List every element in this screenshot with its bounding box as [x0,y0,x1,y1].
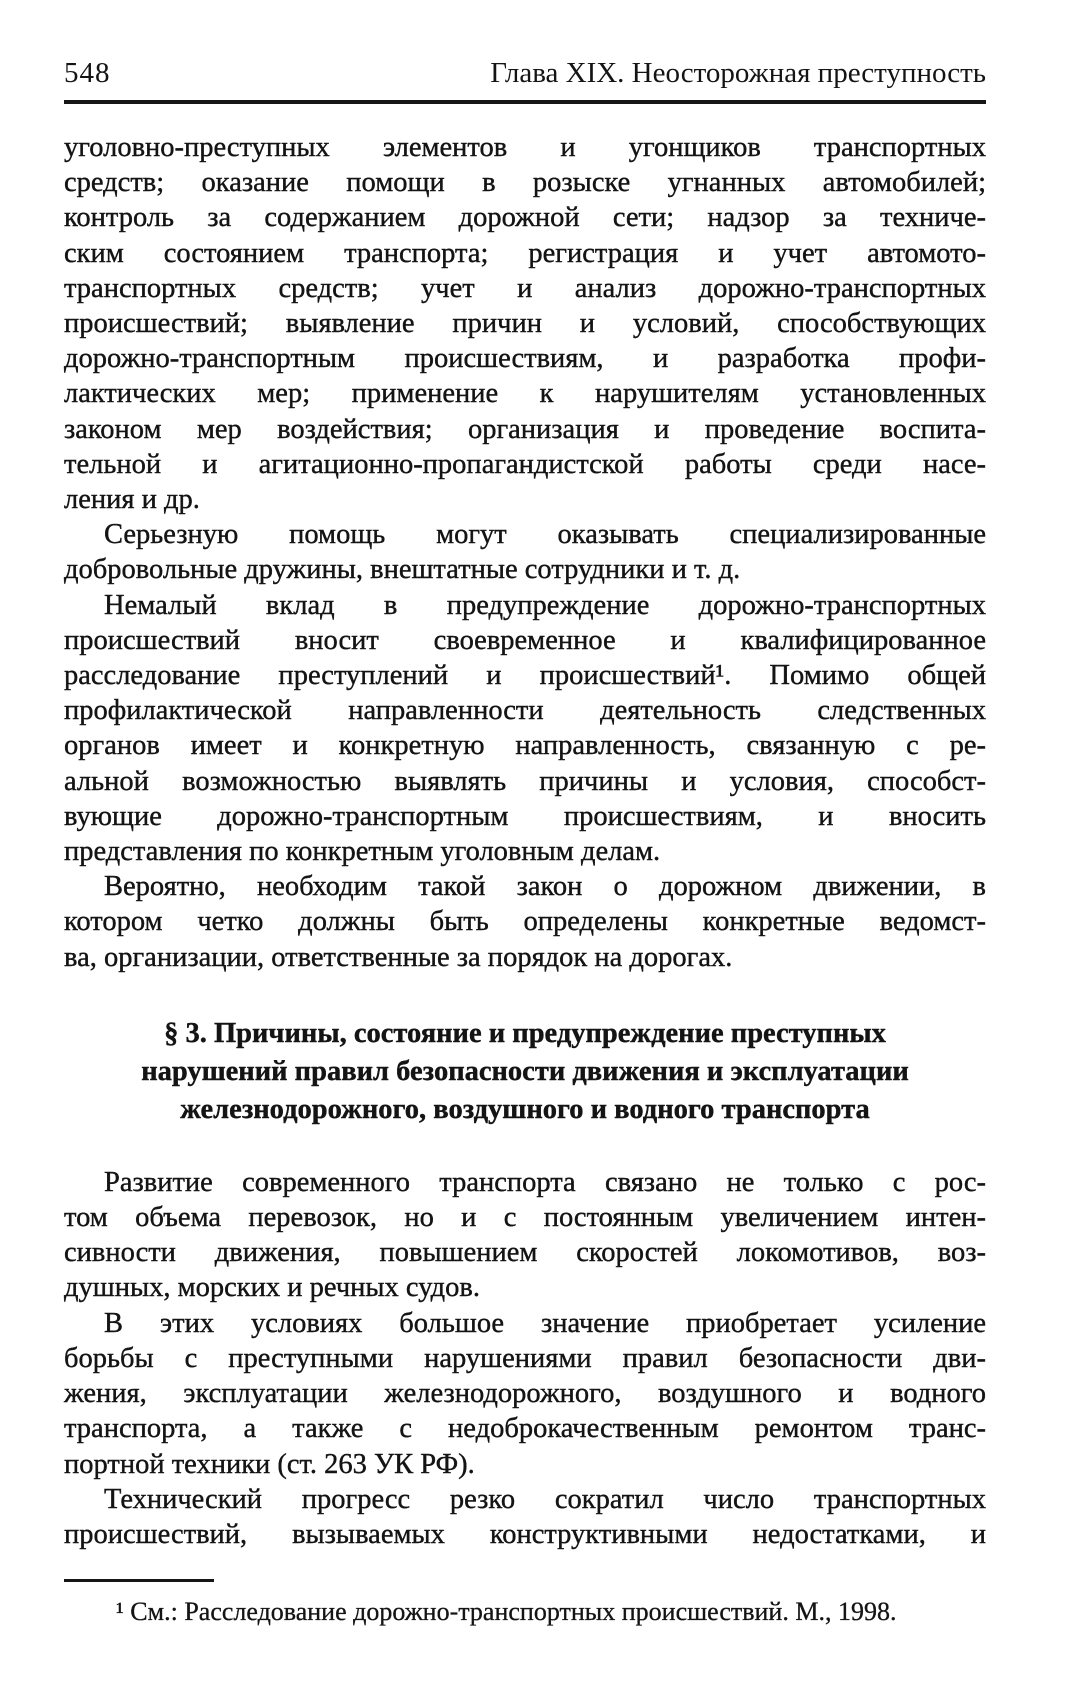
text-line: уголовно-преступных элементов и угонщиков транспортных [64,132,986,163]
text-line: профилактической направленности деятельность следственных [64,695,986,727]
paragraph [64,130,986,517]
text-line: органов имеет и конкретную направленность, связанную с ре- [64,730,986,762]
text-line: ления и др. [64,484,200,516]
text-line: лактических мер; применение к нарушителям установленных [64,378,986,410]
text-line: том объема перевозок, но и с постоянным увеличением интен- [64,1202,986,1234]
footnote-area [64,1579,986,1628]
text-line: котором четко должны быть определены конкретные ведомст- [64,906,986,938]
text-line: контроль за содержанием дорожной сети; надзор за техниче- [64,202,986,234]
paragraph [64,869,986,975]
text-line: происшествий, вызываемых конструктивными недостатками, и [64,1518,986,1550]
text-line: сивности движения, повышением скоростей локомотивов, воз- [64,1237,986,1269]
paragraph [64,1482,986,1552]
text-line: Технический прогресс резко сократил число транспортных [104,1483,986,1515]
text-line: дорожно-транспортным происшествиям, и разработка профи- [64,343,986,375]
heading-line: нарушений правил безопасности движения и эксплуатации [141,1055,909,1087]
text-line: происшествий вносит своевременное и квалифицированное [64,624,986,656]
paragraph [64,588,986,870]
text-line: ва, организации, ответственные за порядок на дорогах. [64,941,733,973]
text-line: расследование преступлений и происшествий¹. Помимо общей [64,660,986,692]
text-line: Серьезную помощь могут оказывать специализированные [104,519,986,551]
text-line: тельной и агитационно-пропагандистской работы среди насе- [64,448,986,480]
running-title: Глава XIX. Неосторожная преступность [490,57,986,89]
paragraph [64,517,986,587]
text-line: средств; оказание помощи в розыске угнанных автомобилей; [64,167,986,199]
heading-line: § 3. Причины, состояние и предупреждение преступных [164,1017,886,1049]
page-number: 548 [64,57,111,89]
text-line: ским состоянием транспорта; регистрация и учет автомото- [64,237,986,269]
paragraph [64,1306,986,1482]
text-line: Вероятно, необходим такой закон о дорожном движении, в [104,871,986,903]
heading-line: железнодорожного, воздушного и водного транспорта [180,1093,870,1125]
text-line: законом мер воздействия; организация и проведение воспита- [64,413,986,445]
text-line: вующие дорожно-транспортным происшествиям, и вносить [64,800,986,832]
text-line: Развитие современного транспорта связано не только с рос- [104,1166,986,1198]
text-line: жения, эксплуатации железнодорожного, воздушного и водного [64,1378,986,1410]
text-line: транспорта, а также с недоброкачественным ремонтом транс- [64,1413,986,1445]
footnote-text: ¹ См.: Расследование дорожно-транспортных происшествий. М., 1998. [116,1597,897,1626]
text-line: портной техники (ст. 263 УК РФ). [64,1448,475,1480]
text-line: добровольные дружины, внештатные сотрудники и т. д. [64,554,741,586]
text-line: альной возможностью выявлять причины и условия, способст- [64,765,986,797]
text-line: Немалый вклад в предупреждение дорожно-транспортных [104,589,986,621]
text-line: происшествий; выявление причин и условий, способствующих [64,308,986,340]
text-line: борьбы с преступными нарушениями правил безопасности дви- [64,1342,986,1374]
text-line: В этих условиях большое значение приобретает усиление [104,1307,986,1339]
section-heading [64,1015,986,1129]
footnote-separator [64,1579,214,1582]
paragraph [64,1165,986,1306]
page-body [64,130,986,1552]
text-line: представления по конкретным уголовным делам. [64,836,661,868]
running-header [64,56,986,104]
text-line: транспортных средств; учет и анализ дорожно-транспортных [64,272,986,304]
text-line: душных, морских и речных судов. [64,1272,480,1304]
